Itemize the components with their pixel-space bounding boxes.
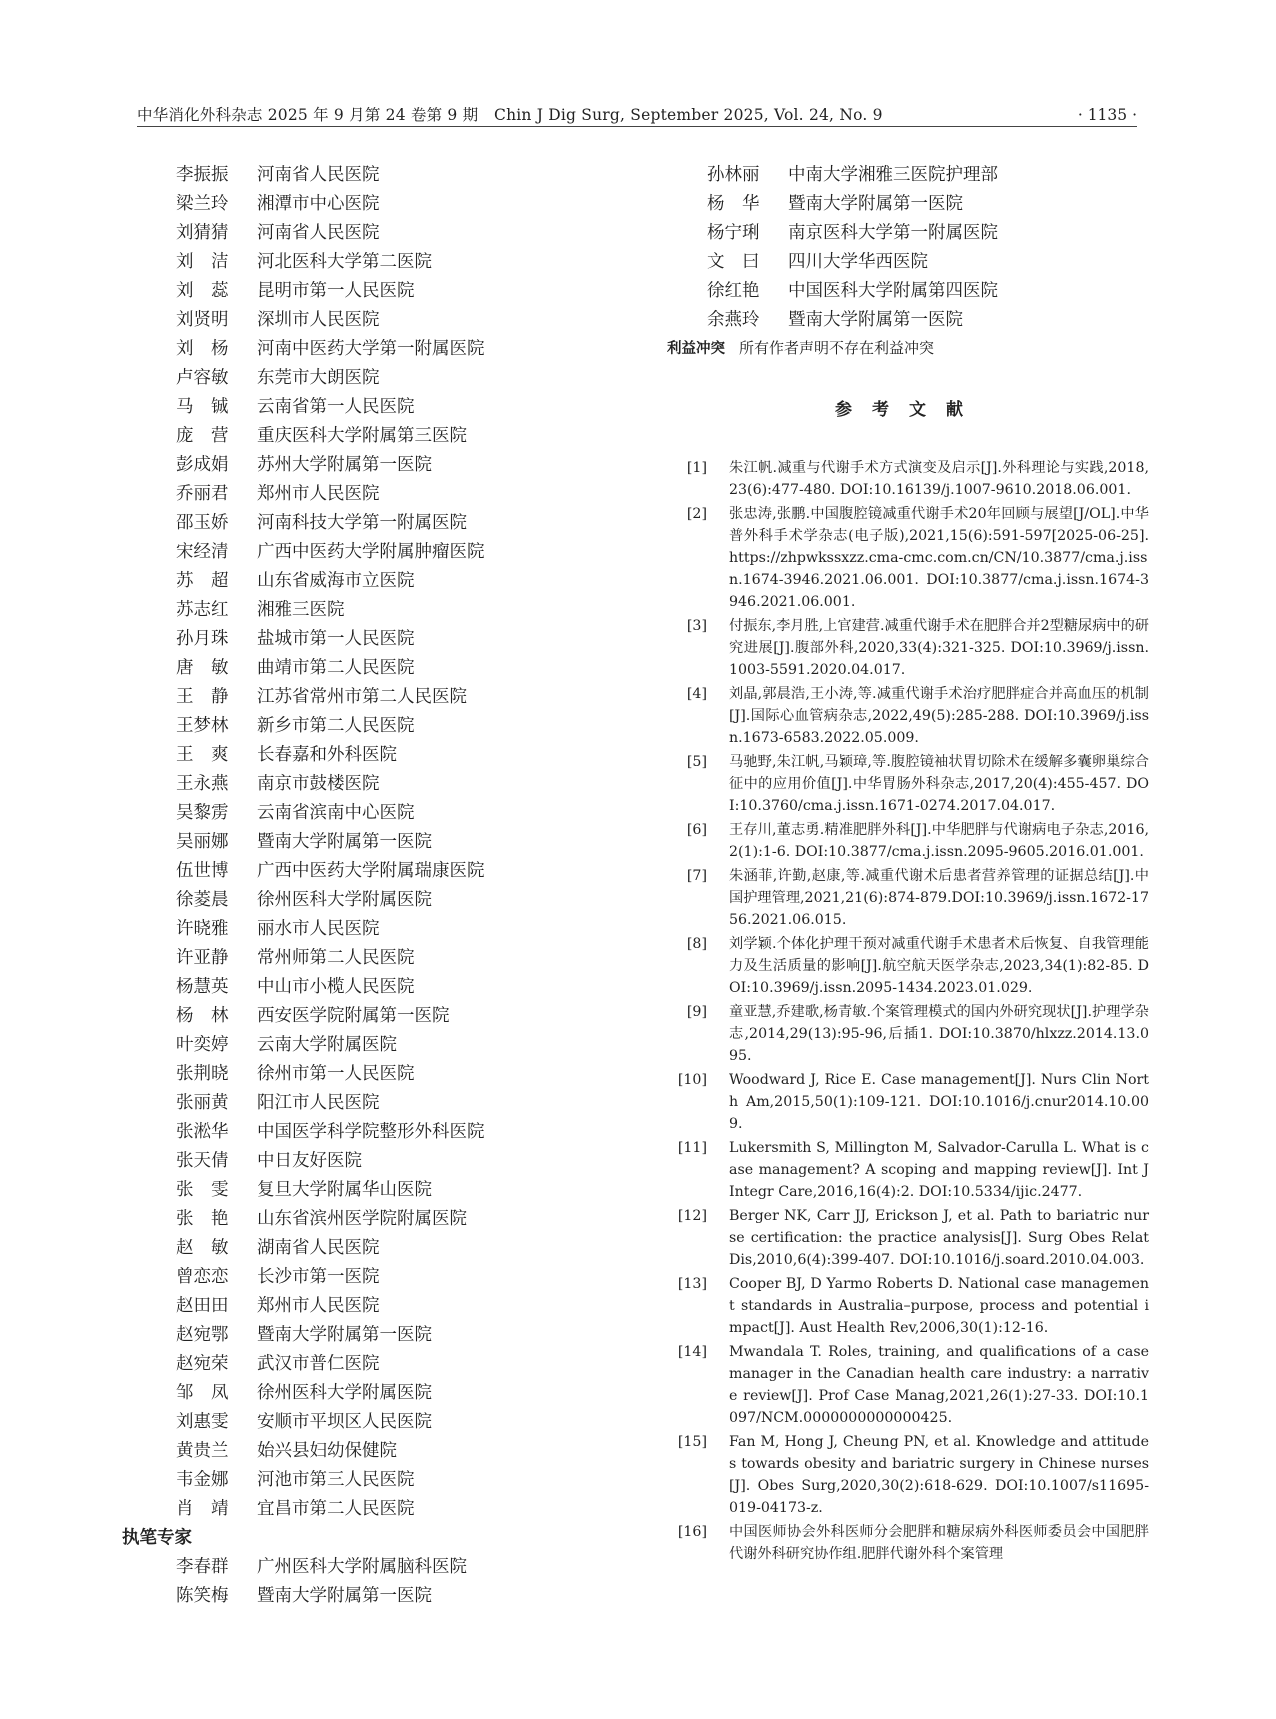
contributor-entry <box>122 1435 682 1464</box>
contributor-affiliation: 昆明市第一人民医院 <box>257 281 415 301</box>
contributor-name: 曾恋恋 <box>176 1267 229 1287</box>
contributor-name: 杨慧英 <box>176 977 229 997</box>
reference-text: Mwandala T. Roles, training, and qualifications of a case manager in the Canadian health care industry: a narrative review[J]. Prof Case Manag,2021,26(1):27-33. DOI:10.1097/NCM.0000000000000425. <box>729 1344 1149 1426</box>
contributor-name: 邵玉娇 <box>176 513 229 533</box>
contributor-affiliation: 江苏省常州市第二人民医院 <box>257 687 467 707</box>
contributor-name: 张荆晓 <box>176 1064 229 1084</box>
reference-number: [7] <box>686 868 707 884</box>
reference-item <box>669 1431 1149 1519</box>
contributor-name: 孙月珠 <box>176 629 229 649</box>
contributor-name: 梁兰玲 <box>176 194 229 214</box>
reference-number: [1] <box>686 460 707 476</box>
contributor-name: 杨宁琍 <box>707 223 760 243</box>
contributor-entry <box>122 565 682 594</box>
contributor-entry <box>122 1058 682 1087</box>
contributor-entry <box>122 884 682 913</box>
reference-number: [15] <box>677 1434 707 1450</box>
contributor-entry <box>669 304 1149 333</box>
contributor-affiliation: 中日友好医院 <box>257 1151 362 1171</box>
contributor-entry <box>122 826 682 855</box>
contributor-name: 吴黎雳 <box>176 803 229 823</box>
contributor-affiliation: 郑州市人民医院 <box>257 1296 380 1316</box>
contributor-affiliation: 广西中医药大学附属肿瘤医院 <box>257 542 485 562</box>
contributor-affiliation: 云南省第一人民医院 <box>257 397 415 417</box>
reference-number: [16] <box>677 1524 707 1540</box>
contributor-entry <box>122 391 682 420</box>
contributor-name: 乔丽君 <box>176 484 229 504</box>
contributor-entry <box>122 420 682 449</box>
reference-number: [5] <box>686 754 707 770</box>
contributor-name: 赵宛鄂 <box>176 1325 229 1345</box>
reference-item <box>669 615 1149 681</box>
contributor-name: 许晓雅 <box>176 919 229 939</box>
contributor-affiliation: 新乡市第二人民医院 <box>257 716 415 736</box>
contributor-name: 肖 靖 <box>176 1499 229 1519</box>
contributor-name: 伍世博 <box>176 861 229 881</box>
contributor-affiliation: 河南科技大学第一附属医院 <box>257 513 467 533</box>
contributor-affiliation: 南京市鼓楼医院 <box>257 774 380 794</box>
reference-number: [4] <box>686 686 707 702</box>
contributor-entry <box>122 710 682 739</box>
reference-text: 付振东,李月胜,上官建营.减重代谢手术在肥胖合并2型糖尿病中的研究进展[J].腹部外科,2020,33(4):321-325. DOI:10.3969/j.issn.1003-5591.2020.04.017. <box>729 618 1149 678</box>
contributor-name: 杨 林 <box>176 1006 229 1026</box>
reference-number: [13] <box>677 1276 707 1292</box>
contributor-affiliation: 东莞市大朗医院 <box>257 368 380 388</box>
contributor-name: 张 雯 <box>176 1180 229 1200</box>
contributor-affiliation: 湖南省人民医院 <box>257 1238 380 1258</box>
contributor-affiliation: 丽水市人民医院 <box>257 919 380 939</box>
contributor-entry <box>122 188 682 217</box>
writing-experts-heading: 执笔专家 <box>122 1528 192 1548</box>
contributor-entry <box>122 1261 682 1290</box>
contributor-name: 苏 超 <box>176 571 229 591</box>
reference-number: [6] <box>686 822 707 838</box>
reference-number: [11] <box>677 1140 707 1156</box>
reference-text: 马驰野,朱江帆,马颖璋,等.腹腔镜袖状胃切除术在缓解多囊卵巢综合征中的应用价值[J].中华胃肠外科杂志,2017,20(4):455-457. DOI:10.3760/cma.j.issn.1671-0274.2017.04.017. <box>729 754 1149 814</box>
contributor-affiliation: 四川大学华西医院 <box>788 252 928 272</box>
left-column <box>122 159 682 1609</box>
contributor-entry <box>122 1000 682 1029</box>
contributor-affiliation: 湘雅三医院 <box>257 600 345 620</box>
contributor-entry <box>122 1290 682 1319</box>
contributor-name: 孙林丽 <box>707 165 760 185</box>
contributor-entry <box>122 652 682 681</box>
contributor-affiliation: 始兴县妇幼保健院 <box>257 1441 397 1461</box>
contributor-entry <box>122 1551 682 1580</box>
reference-text: Woodward J, Rice E. Case management[J]. Nurs Clin North Am,2015,50(1):109-121. DOI:10.1016/j.cnur2014.10.009. <box>729 1072 1149 1132</box>
contributor-affiliation: 阳江市人民医院 <box>257 1093 380 1113</box>
contributor-name: 刘贤明 <box>176 310 229 330</box>
contributor-affiliation: 中山市小榄人民医院 <box>257 977 415 997</box>
contributor-entry <box>122 681 682 710</box>
reference-number: [8] <box>686 936 707 952</box>
reference-item <box>669 1273 1149 1339</box>
contributor-name: 庞 营 <box>176 426 229 446</box>
reference-text: 朱涵菲,许勤,赵康,等.减重代谢术后患者营养管理的证据总结[J].中国护理管理,2021,21(6):874-879.DOI:10.3969/j.issn.1672-1756.2021.06.015. <box>729 868 1149 928</box>
contributor-name: 张 艳 <box>176 1209 229 1229</box>
references-title: 参考文献 <box>835 400 983 420</box>
reference-text: Cooper BJ, D Yarmo Roberts D. National case management standards in Australia–purpose, process and potential impact[J]. Aust Health Rev,2006,30(1):12-16. <box>729 1276 1149 1336</box>
contributor-affiliation: 暨南大学附属第一医院 <box>257 1325 432 1345</box>
contributor-entry <box>122 333 682 362</box>
contributor-name: 马 铖 <box>176 397 229 417</box>
contributor-name: 徐红艳 <box>707 281 760 301</box>
contributor-affiliation: 长春嘉和外科医院 <box>257 745 397 765</box>
contributor-name: 张淞华 <box>176 1122 229 1142</box>
contributor-name: 陈笑梅 <box>176 1586 229 1606</box>
conflict-of-interest-text: 所有作者声明不存在利益冲突 <box>739 339 935 357</box>
contributor-entry <box>669 246 1149 275</box>
contributor-entry <box>669 188 1149 217</box>
contributor-entry <box>669 159 1149 188</box>
right-column <box>669 159 1149 362</box>
journal-citation-line: 中华消化外科杂志 2025 年 9 月第 24 卷第 9 期 Chin J Dig Surg, September 2025, Vol. 24, No. 9 <box>137 106 883 124</box>
contributor-affiliation: 复旦大学附属华山医院 <box>257 1180 432 1200</box>
contributor-affiliation: 湘潭市中心医院 <box>257 194 380 214</box>
contributor-name: 余燕玲 <box>707 310 760 330</box>
contributor-affiliation: 徐州医科大学附属医院 <box>257 890 432 910</box>
contributor-affiliation: 南京医科大学第一附属医院 <box>788 223 998 243</box>
contributor-entry <box>122 1493 682 1522</box>
contributor-name: 叶奕婷 <box>176 1035 229 1055</box>
header-rule <box>137 126 1137 127</box>
contributor-name: 刘猜猜 <box>176 223 229 243</box>
reference-item <box>669 683 1149 749</box>
reference-number: [3] <box>686 618 707 634</box>
contributor-affiliation: 河池市第三人民医院 <box>257 1470 415 1490</box>
reference-text: Fan M, Hong J, Cheung PN, et al. Knowledge and attitudes towards obesity and bariatric surgery in Chinese nurses[J]. Obes Surg,2020,30(2):618-629. DOI:10.1007/s11695-019-04173-z. <box>729 1434 1149 1516</box>
contributor-entry <box>122 478 682 507</box>
contributor-name: 杨 华 <box>707 194 760 214</box>
contributor-name: 王永燕 <box>176 774 229 794</box>
contributor-affiliation: 河南省人民医院 <box>257 165 380 185</box>
contributor-list-continued <box>669 159 1149 333</box>
contributor-name: 宋经清 <box>176 542 229 562</box>
contributor-name: 王梦林 <box>176 716 229 736</box>
contributor-name: 赵田田 <box>176 1296 229 1316</box>
contributor-name: 王 静 <box>176 687 229 707</box>
contributor-affiliation: 中国医学科学院整形外科医院 <box>257 1122 485 1142</box>
contributor-entry <box>122 159 682 188</box>
contributor-name: 张丽黄 <box>176 1093 229 1113</box>
contributor-entry <box>122 1464 682 1493</box>
reference-item <box>669 933 1149 999</box>
reference-text: 童亚慧,乔建歌,杨青敏.个案管理模式的国内外研究现状[J].护理学杂志,2014,29(13):95-96,后插1. DOI:10.3870/hlxzz.2014.13.095. <box>729 1004 1149 1064</box>
reference-number: [10] <box>677 1072 707 1088</box>
contributor-entry <box>122 1406 682 1435</box>
contributor-entry <box>122 855 682 884</box>
contributor-name: 彭成娟 <box>176 455 229 475</box>
contributor-affiliation: 暨南大学附属第一医院 <box>257 832 432 852</box>
reference-item <box>669 1205 1149 1271</box>
contributor-entry <box>122 971 682 1000</box>
contributor-entry <box>122 1232 682 1261</box>
contributor-affiliation: 暨南大学附属第一医院 <box>788 194 963 214</box>
contributor-entry <box>122 797 682 826</box>
contributor-entry <box>122 507 682 536</box>
contributor-entry <box>122 942 682 971</box>
contributor-entry <box>122 1377 682 1406</box>
contributor-entry <box>122 913 682 942</box>
contributor-name: 刘惠雯 <box>176 1412 229 1432</box>
contributor-entry <box>122 449 682 478</box>
reference-number: [2] <box>686 506 707 522</box>
reference-text: 刘学颖.个体化护理干预对减重代谢手术患者术后恢复、自我管理能力及生活质量的影响[J].航空航天医学杂志,2023,34(1):82-85. DOI:10.3969/j.issn.2095-1434.2023.01.029. <box>729 936 1149 996</box>
contributor-name: 刘 洁 <box>176 252 229 272</box>
contributor-name: 李振振 <box>176 165 229 185</box>
contributor-affiliation: 武汉市普仁医院 <box>257 1354 380 1374</box>
contributor-entry <box>122 1145 682 1174</box>
reference-item <box>669 751 1149 817</box>
contributor-name: 刘 蕊 <box>176 281 229 301</box>
contributor-name: 韦金娜 <box>176 1470 229 1490</box>
contributor-entry <box>122 623 682 652</box>
contributor-name: 赵宛荣 <box>176 1354 229 1374</box>
contributor-affiliation: 广西中医药大学附属瑞康医院 <box>257 861 485 881</box>
contributor-entry <box>122 768 682 797</box>
contributor-entry <box>122 1029 682 1058</box>
reference-item <box>669 865 1149 931</box>
contributor-name: 许亚静 <box>176 948 229 968</box>
contributor-affiliation: 广州医科大学附属脑科医院 <box>257 1557 467 1577</box>
conflict-of-interest-label: 利益冲突 <box>667 341 725 357</box>
contributor-affiliation: 暨南大学附属第一医院 <box>257 1586 432 1606</box>
contributor-entry <box>122 1203 682 1232</box>
contributor-entry <box>122 739 682 768</box>
contributor-affiliation: 徐州医科大学附属医院 <box>257 1383 432 1403</box>
contributor-affiliation: 常州师第二人民医院 <box>257 948 415 968</box>
reference-text: Lukersmith S, Millington M, Salvador-Carulla L. What is case management? A scoping and mapping review[J]. Int J Integr Care,2016,16(4):2. DOI:10.5334/ijic.2477. <box>729 1140 1149 1200</box>
contributor-affiliation: 苏州大学附属第一医院 <box>257 455 432 475</box>
contributor-affiliation: 山东省威海市立医院 <box>257 571 415 591</box>
reference-text: 中国医师协会外科医师分会肥胖和糖尿病外科医师委员会中国肥胖代谢外科研究协作组.肥胖代谢外科个案管理 <box>729 1524 1149 1562</box>
contributor-affiliation: 西安医学院附属第一医院 <box>257 1006 450 1026</box>
contributor-affiliation: 云南省滨南中心医院 <box>257 803 415 823</box>
conflict-of-interest <box>667 333 1149 362</box>
reference-number: [9] <box>686 1004 707 1020</box>
reference-text: 刘晶,郭晨浩,王小涛,等.减重代谢手术治疗肥胖症合并高血压的机制[J].国际心血管病杂志,2022,49(5):285-288. DOI:10.3969/j.issn.1673-6583.2022.05.009. <box>729 686 1149 746</box>
contributor-affiliation: 安顺市平坝区人民医院 <box>257 1412 432 1432</box>
reference-text: 朱江帆.减重与代谢手术方式演变及启示[J].外科理论与实践,2018,23(6):477-480. DOI:10.16139/j.1007-9610.2018.06.001. <box>729 460 1149 498</box>
contributor-entry <box>122 1348 682 1377</box>
contributor-name: 刘 杨 <box>176 339 229 359</box>
contributor-name: 张天倩 <box>176 1151 229 1171</box>
contributor-entry <box>669 275 1149 304</box>
page-number: · 1135 · <box>1077 106 1137 124</box>
contributor-affiliation: 郑州市人民医院 <box>257 484 380 504</box>
contributor-affiliation: 长沙市第一医院 <box>257 1267 380 1287</box>
contributor-entry <box>122 217 682 246</box>
contributor-affiliation: 暨南大学附属第一医院 <box>788 310 963 330</box>
contributor-name: 王 爽 <box>176 745 229 765</box>
contributor-name: 李春群 <box>176 1557 229 1577</box>
contributor-entry <box>122 1087 682 1116</box>
contributor-affiliation: 盐城市第一人民医院 <box>257 629 415 649</box>
contributor-affiliation: 深圳市人民医院 <box>257 310 380 330</box>
reference-item <box>669 1001 1149 1067</box>
contributor-name: 赵 敏 <box>176 1238 229 1258</box>
contributor-entry <box>122 1580 682 1609</box>
contributor-affiliation: 宜昌市第二人民医院 <box>257 1499 415 1519</box>
reference-text: 张忠涛,张鹏.中国腹腔镜减重代谢手术20年回顾与展望[J/OL].中华普外科手术学杂志(电子版),2021,15(6):591-597[2025-06-25]. https://zhpwkssxzz.cma-cmc.com.cn/CN/10.3877/cma.j.issn.1674-3946.2021.06.001. DOI:10.3877/cma.j.issn.1674-3946.2021.06.001. <box>729 506 1149 610</box>
contributor-name: 文 曰 <box>707 252 760 272</box>
reference-number: [12] <box>677 1208 707 1224</box>
contributor-affiliation: 山东省滨州医学院附属医院 <box>257 1209 467 1229</box>
reference-item <box>669 1137 1149 1203</box>
contributor-affiliation: 中国医科大学附属第四医院 <box>788 281 998 301</box>
contributor-name: 苏志红 <box>176 600 229 620</box>
contributor-affiliation: 河北医科大学第二医院 <box>257 252 432 272</box>
contributor-entry <box>122 1319 682 1348</box>
contributor-name: 徐菱晨 <box>176 890 229 910</box>
reference-text: Berger NK, Carr JJ, Erickson J, et al. Path to bariatric nurse certification: the practice analysis[J]. Surg Obes Relat Dis,2010,6(4):399-407. DOI:10.1016/j.soard.2010.04.003. <box>729 1208 1149 1268</box>
contributor-name: 邹 凤 <box>176 1383 229 1403</box>
contributor-name: 卢容敏 <box>176 368 229 388</box>
reference-number: [14] <box>677 1344 707 1360</box>
contributor-entry <box>122 275 682 304</box>
reference-item <box>669 819 1149 863</box>
contributor-entry <box>669 217 1149 246</box>
reference-list <box>669 457 1149 1567</box>
contributor-name: 黄贵兰 <box>176 1441 229 1461</box>
reference-item <box>669 1341 1149 1429</box>
contributor-affiliation: 中南大学湘雅三医院护理部 <box>788 165 998 185</box>
contributor-affiliation: 云南大学附属医院 <box>257 1035 397 1055</box>
contributor-affiliation: 徐州市第一人民医院 <box>257 1064 415 1084</box>
reference-item <box>669 457 1149 501</box>
contributor-name: 唐 敏 <box>176 658 229 678</box>
reference-item <box>669 1069 1149 1135</box>
contributor-affiliation: 曲靖市第二人民医院 <box>257 658 415 678</box>
contributor-entry <box>122 1174 682 1203</box>
reference-item <box>669 1521 1149 1565</box>
contributor-entry <box>122 304 682 333</box>
reference-item <box>669 503 1149 613</box>
contributor-affiliation: 河南省人民医院 <box>257 223 380 243</box>
contributor-affiliation: 重庆医科大学附属第三医院 <box>257 426 467 446</box>
contributor-entry <box>122 1116 682 1145</box>
running-header <box>137 104 1137 128</box>
contributor-entry <box>122 594 682 623</box>
contributor-name: 吴丽娜 <box>176 832 229 852</box>
contributor-entry <box>122 362 682 391</box>
reference-text: 王存川,董志勇.精准肥胖外科[J].中华肥胖与代谢病电子杂志,2016,2(1):1-6. DOI:10.3877/cma.j.issn.2095-9605.2016.01.001. <box>729 822 1149 860</box>
contributor-entry <box>122 246 682 275</box>
contributor-entry <box>122 536 682 565</box>
contributor-affiliation: 河南中医药大学第一附属医院 <box>257 339 485 359</box>
